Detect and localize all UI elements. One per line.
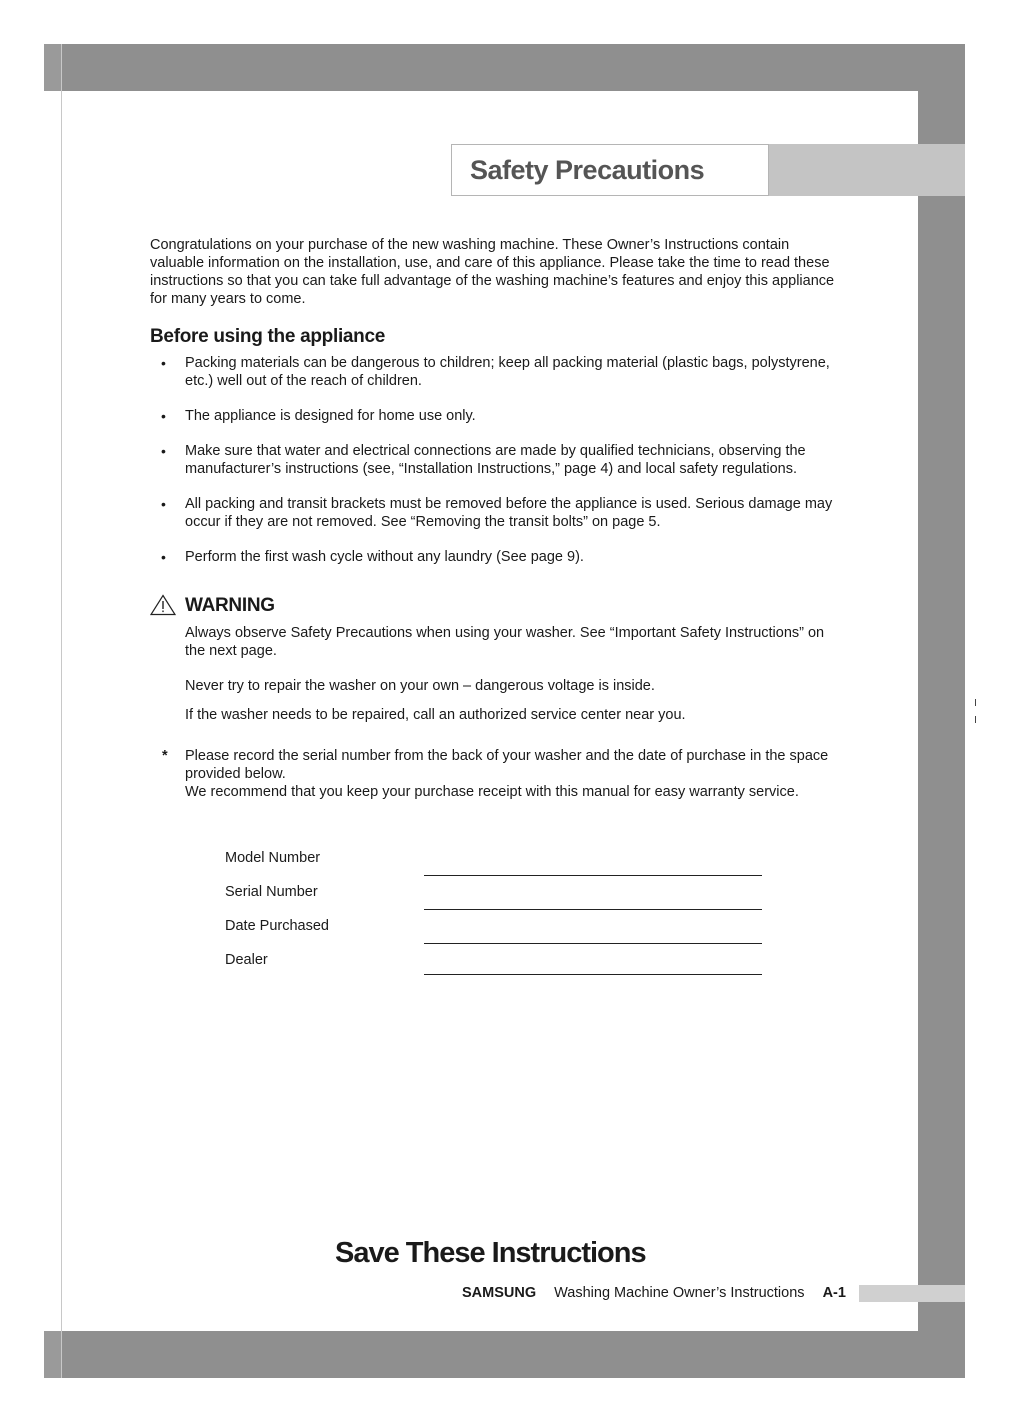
record-row-serial-number bbox=[225, 880, 765, 914]
frame-left-rule bbox=[61, 44, 62, 1378]
main-content bbox=[150, 236, 840, 801]
record-label: Model Number bbox=[225, 850, 321, 866]
warning-title: WARNING bbox=[185, 595, 275, 616]
intro-paragraph: Congratulations on your purchase of the new washing machine. These Owner’s Instructions contain valuable information on the installation, use, and care of this appliance. Please take the time to read these instructions so that you can take full advantage of the washing machine’s features and enjoy this appliance for many years to come. bbox=[150, 237, 835, 307]
warning-paragraph: Never try to repair the washer on your own – dangerous voltage is inside. bbox=[185, 678, 655, 694]
save-instructions-title: Save These Instructions bbox=[335, 1237, 646, 1269]
warning-body bbox=[150, 624, 840, 724]
page-footer bbox=[462, 1285, 846, 1301]
bullet-icon: • bbox=[161, 549, 166, 565]
title-accent-bar bbox=[769, 144, 965, 196]
record-blank-line[interactable] bbox=[424, 974, 762, 975]
bullet-icon: • bbox=[161, 496, 166, 512]
note-line: Please record the serial number from the back of your washer and the date of purchase in the space provided below. bbox=[185, 748, 829, 782]
list-item bbox=[150, 442, 840, 478]
list-item-text: Perform the first wash cycle without any laundry (See page 9). bbox=[185, 549, 584, 565]
serial-note bbox=[150, 747, 840, 801]
manual-title: Washing Machine Owner’s Instructions bbox=[554, 1285, 805, 1301]
before-using-list bbox=[150, 354, 840, 566]
record-row-model-number bbox=[225, 846, 765, 880]
list-item-text: Packing materials can be dangerous to children; keep all packing material (plastic bags, polystyrene, etc.) well out of the reach of children. bbox=[185, 355, 830, 389]
record-blank-line[interactable] bbox=[424, 875, 762, 876]
list-item bbox=[150, 495, 840, 531]
bullet-icon: • bbox=[161, 355, 166, 371]
crop-mark bbox=[975, 699, 976, 706]
warning-paragraph: If the washer needs to be repaired, call an authorized service center near you. bbox=[185, 707, 686, 723]
warning-triangle-icon bbox=[150, 594, 176, 616]
list-item bbox=[150, 354, 840, 390]
frame-right-band bbox=[918, 44, 965, 1378]
record-blank-line[interactable] bbox=[424, 909, 762, 910]
page-title: Safety Precautions bbox=[470, 155, 705, 185]
frame-corner-top bbox=[44, 44, 62, 91]
footer-accent-bar bbox=[859, 1285, 965, 1302]
list-item bbox=[150, 548, 840, 566]
warning-block bbox=[150, 597, 840, 724]
note-line: We recommend that you keep your purchase receipt with this manual for easy warranty service. bbox=[185, 784, 799, 800]
frame-corner-bottom bbox=[44, 1331, 62, 1378]
record-blank-line[interactable] bbox=[424, 943, 762, 944]
frame-top-band bbox=[44, 44, 965, 91]
record-label: Date Purchased bbox=[225, 918, 329, 934]
record-row-date-purchased bbox=[225, 914, 765, 948]
record-form bbox=[225, 846, 765, 982]
list-item-text: Make sure that water and electrical connections are made by qualified technicians, observing the manufacturer’s instructions (see, “Installation Instructions,” page 4) and local safety regulations. bbox=[185, 443, 806, 477]
crop-mark bbox=[975, 716, 976, 723]
record-label: Dealer bbox=[225, 952, 268, 968]
list-item-text: All packing and transit brackets must be removed before the appliance is used. Serious damage may occur if they are not removed. See “Removing the transit bolts” on page 5. bbox=[185, 496, 833, 530]
warning-paragraph: Always observe Safety Precautions when using your washer. See “Important Safety Instructions” on the next page. bbox=[185, 625, 825, 659]
record-label: Serial Number bbox=[225, 884, 318, 900]
list-item-text: The appliance is designed for home use only. bbox=[185, 408, 476, 424]
section-heading-before-using: Before using the appliance bbox=[150, 326, 386, 347]
page-number: A-1 bbox=[822, 1285, 846, 1301]
asterisk-icon: * bbox=[162, 748, 168, 764]
brand-name: SAMSUNG bbox=[462, 1285, 537, 1301]
frame-bottom-band bbox=[44, 1331, 965, 1378]
bullet-icon: • bbox=[161, 408, 166, 424]
list-item bbox=[150, 407, 840, 425]
page-title-box bbox=[451, 144, 769, 196]
record-row-dealer bbox=[225, 948, 765, 982]
bullet-icon: • bbox=[161, 443, 166, 459]
